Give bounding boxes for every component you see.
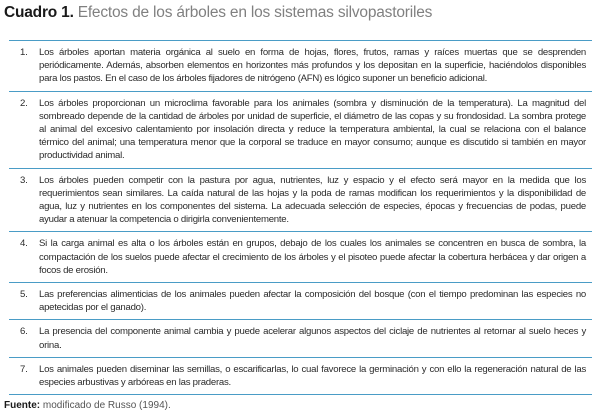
table-row (9, 282, 592, 319)
row-number: 7. (20, 363, 28, 375)
row-text: Si la carga animal es alta o los árboles están en grupos, debajo de los cuales los animales se concentren en busca de sombra, la compactación de los suelos puede afectar el crecimiento de los árboles y el pisoteo puede afectar la cobertura herbácea y dar origen a focos de erosión. (39, 238, 586, 276)
row-text: La presencia del componente animal cambia y puede acelerar algunos aspectos del ciclaje de nutrientes al retornar al suelo heces y orina. (39, 326, 586, 351)
row-text: Los árboles aportan materia orgánica al suelo en forma de hojas, flores, frutos, ramas y raíces muertas que se desprenden periódicamente. Además, absorben elementos en horizontes más profundos y los depositan en la superficie, haciéndolos disponibles para los pastos. En el caso de los árboles fijadores de nitrógeno (AFN) es lógico suponer un beneficio adicional. (39, 47, 586, 85)
table-row (9, 41, 592, 91)
table-row (9, 357, 592, 394)
table-title (4, 4, 432, 22)
table-title-text: Efectos de los árboles en los sistemas silvopastoriles (77, 4, 433, 21)
effects-table (9, 40, 592, 395)
source-text: modificado de Russo (1994). (42, 400, 171, 411)
row-number: 6. (20, 326, 28, 338)
row-text: Las preferencias alimenticias de los animales pueden afectar la composición del bosque (con el tiempo predominan las especies no apetecidas por el ganado). (39, 289, 586, 314)
row-number: 1. (20, 47, 28, 58)
row-text: Los animales pueden diseminar las semillas, o escarificarlas, lo cual favorece la germinación y con ello la regeneración natural de las especies arbustivas y arbóreas en las praderas. (39, 363, 586, 389)
table-row (9, 319, 592, 356)
row-number: 3. (20, 174, 28, 186)
table-title-prefix: Cuadro 1. (4, 4, 74, 21)
table-row (9, 231, 592, 282)
table-row (9, 91, 592, 168)
row-number: 4. (20, 238, 28, 250)
source-note (4, 400, 171, 411)
table-row (9, 168, 592, 232)
row-text: Los árboles proporcionan un microclima favorable para los animales (sombra y disminución de la temperatura). La magnitud del sombreado depende de la cantidad de árboles por unidad de superficie, el diámetro de las copas y su frondosidad. La sombra protege al animal del excesivo calentamiento por insolación directa y reduce la temperatura ambiental, la cual se relaciona con el balance térmico del animal; una temperatura menor que la corporal se traduce en mayor consumo; aunque es discutido si también en mayor productividad animal. (39, 97, 586, 162)
row-number: 2. (20, 97, 28, 109)
row-number: 5. (20, 289, 28, 301)
row-text: Los árboles pueden competir con la pastura por agua, nutrientes, luz y espacio y el efecto será mayor en la medida que los requerimientos sean similares. La caída natural de las hojas y la poda de ramas modifican los requerimientos y la disponibilidad de agua, luz y nutrientes en los componentes del sistema. La adecuada selección de especies, épocas y frecuencias de podas, puede ayudar a atenuar la competencia o dirigirla convenientemente. (39, 174, 586, 226)
source-label: Fuente: (4, 400, 41, 411)
